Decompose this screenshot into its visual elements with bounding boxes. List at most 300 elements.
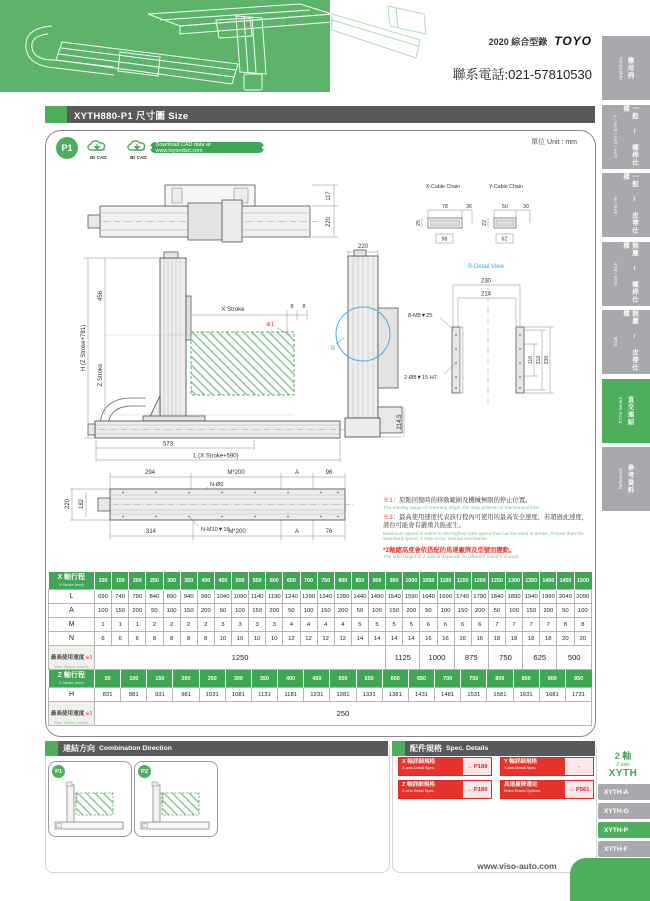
stroke-column-header: 50 [95, 670, 121, 688]
stroke-header: X 軸行程 X Stroke (mm) [49, 572, 95, 590]
dim-62: 62 [501, 236, 508, 243]
notes-block [383, 497, 594, 563]
table-cell: 200 [540, 604, 557, 618]
table-cell: 6 [454, 618, 471, 632]
table-cell: 1 [95, 618, 112, 632]
sidebar-tab[interactable] [602, 105, 650, 169]
sidebar-tab-label-zh: 應用例 [626, 56, 634, 80]
table-cell: 50 [557, 604, 574, 618]
stroke-column-header: 1350 [523, 572, 540, 590]
stroke-column-header: 450 [304, 670, 330, 688]
table-cell: 1790 [471, 590, 488, 604]
series-nav-label [598, 752, 648, 779]
top-view-drawing [88, 185, 338, 242]
row-label: N [49, 632, 95, 646]
stroke-column-header: 400 [197, 572, 214, 590]
table-cell: 7 [523, 618, 540, 632]
spec-link-zh: 馬達廠牌選定 [504, 782, 538, 788]
spec-link-title [501, 781, 565, 798]
table-cell: 1131 [251, 688, 277, 702]
table-cell: 150 [454, 604, 471, 618]
table-cell: 1490 [369, 590, 386, 604]
table-cell: 200 [403, 604, 420, 618]
spec-link-title [399, 758, 463, 775]
spec-section-bar [392, 741, 595, 756]
stroke-column-header: 1200 [471, 572, 488, 590]
dim-l-formula: L (X Stroke+590) [193, 453, 239, 460]
table-cell: 2 [197, 618, 214, 632]
table-cell: 1940 [523, 590, 540, 604]
table-cell: 3 [232, 618, 249, 632]
max-speed-value: 500 [557, 646, 592, 670]
table-cell: 940 [180, 590, 197, 604]
stroke-column-header: 1450 [557, 572, 574, 590]
note-z-height-en: The total height of Z axis is depends on different motor's brands. [383, 555, 520, 561]
dim-36: 36 [466, 204, 472, 210]
table-row [49, 604, 592, 618]
pin-hole-label: 2-Ø8▼15 H7 [404, 375, 437, 381]
unit-label: 單位 Unit : mm [531, 139, 577, 146]
brand-logo: TOYO [554, 34, 592, 48]
combination-title-zh: 連結方向 [63, 744, 95, 753]
stroke-column-header: 150 [147, 670, 173, 688]
table-cell: 1531 [461, 688, 487, 702]
table-cell: 5 [369, 618, 386, 632]
sidebar-tab[interactable] [602, 36, 650, 100]
dim-8b: 8 [302, 304, 306, 310]
stroke-column-header: 1100 [437, 572, 454, 590]
spec-link-en: Y-axis Detail Spec. [504, 764, 537, 770]
stroke-column-header: 900 [539, 670, 565, 688]
max-speed-label: 最高使用速度※3 Max. Speed (mm/s) [49, 702, 95, 726]
cad-3d-download-icon[interactable] [124, 136, 152, 154]
table-cell: 1590 [403, 590, 420, 604]
series-tab[interactable]: XYTH-P [598, 822, 650, 838]
table-cell: 100 [437, 604, 454, 618]
dim-456: 456 [98, 290, 104, 302]
spec-link[interactable] [398, 780, 492, 799]
table-cell: 150 [112, 604, 129, 618]
dim-25: 25 [416, 220, 422, 226]
combination-card [134, 761, 218, 837]
table-cell: 2 [163, 618, 180, 632]
dim-30: 30 [523, 204, 529, 210]
sidebar-tab-label-zh: 直交連結 [626, 395, 634, 426]
spec-link-en: Z-axis Detail Spec. [402, 787, 435, 793]
stroke-column-header: 200 [173, 670, 199, 688]
combination-schematic [50, 778, 128, 834]
axis-count-en: 2 axis [616, 761, 630, 768]
table-cell: 6 [95, 632, 112, 646]
stroke-column-header: 1400 [540, 572, 557, 590]
stroke-column-header: 750 [317, 572, 334, 590]
table-row [49, 590, 592, 604]
table-cell: 690 [95, 590, 112, 604]
stroke-column-header: 950 [386, 572, 403, 590]
table-cell: 1340 [317, 590, 334, 604]
spec-link-zh: Y 軸詳細規格 [504, 759, 538, 765]
stroke-column-header: 500 [232, 572, 249, 590]
dim-230-top: 230 [480, 278, 492, 285]
z-stroke-table [48, 670, 592, 726]
table-cell: 100 [506, 604, 523, 618]
dim-214-5: 214.5 [397, 414, 403, 430]
max-speed-label: 最高使用速度※3 Max. Speed (mm/s) [49, 646, 95, 670]
stroke-column-header: 600 [382, 670, 408, 688]
cad-3d-label: 3D CAD [129, 155, 147, 160]
sidebar-tab[interactable] [602, 447, 650, 511]
table-cell: 1281 [330, 688, 356, 702]
table-cell: 1290 [300, 590, 317, 604]
dim-8a: 8 [290, 304, 294, 310]
table-cell: 200 [334, 604, 351, 618]
table-cell: 1731 [565, 688, 591, 702]
table-cell: 50 [351, 604, 368, 618]
table-cell: 3 [214, 618, 231, 632]
note-z-height-zh: *Z軸總高度會依搭配的馬達廠牌及型號而變動。 [383, 547, 516, 555]
table-cell: 16 [471, 632, 488, 646]
sidebar-tab-label-zh: 參考資料 [626, 464, 634, 494]
table-cell: 7 [488, 618, 505, 632]
stroke-column-header: 550 [249, 572, 266, 590]
stroke-column-header: 300 [163, 572, 180, 590]
dim-m200-bottom: M*200 [228, 529, 246, 535]
table-cell: 200 [197, 604, 214, 618]
dim-78: 78 [442, 204, 448, 210]
b-detail-drawing [404, 264, 554, 408]
spec-link-zh: X 軸詳細規格 [402, 759, 436, 765]
spec-link-page: → P189 [463, 758, 491, 775]
table-cell: 1 [129, 618, 146, 632]
sidebar-tab-label-en: Application [617, 56, 623, 80]
combination-badge: P2 [138, 765, 151, 778]
table-cell: 18 [488, 632, 505, 646]
table-cell: 5 [351, 618, 368, 632]
p1-badge: P1 [56, 137, 78, 159]
dim-a-top: A [294, 470, 300, 476]
table-cell: 1081 [225, 688, 251, 702]
sidebar-tab[interactable] [602, 242, 650, 306]
table-cell: 100 [232, 604, 249, 618]
table-cell: 2 [146, 618, 163, 632]
row-label: A [49, 604, 95, 618]
green-accent-square [45, 741, 58, 756]
table-cell: 1740 [454, 590, 471, 604]
stroke-column-header: 600 [266, 572, 283, 590]
table-cell: 4 [317, 618, 334, 632]
table-cell: 7 [506, 618, 523, 632]
stroke-column-header: 1300 [506, 572, 523, 590]
spec-link-page: → P561 [565, 781, 593, 798]
stroke-column-header: 150 [112, 572, 129, 590]
dim-182: 182 [79, 498, 85, 510]
table-cell: 1631 [513, 688, 539, 702]
website-link[interactable]: www.viso-auto.com [477, 861, 557, 871]
table-cell: 4 [283, 618, 300, 632]
table-cell: 1090 [232, 590, 249, 604]
table-cell: 200 [266, 604, 283, 618]
table-cell: 8 [557, 618, 574, 632]
stroke-column-header: 700 [300, 572, 317, 590]
pill-dot [150, 146, 152, 149]
dim-210: 210 [536, 355, 542, 365]
series-family: XYTH [608, 768, 638, 780]
cad-download-link[interactable] [150, 142, 264, 153]
work-envelope-hatch [191, 332, 294, 395]
table-cell: 14 [369, 632, 386, 646]
table-cell: 10 [249, 632, 266, 646]
spec-link[interactable] [500, 757, 594, 776]
dim-98: 98 [441, 236, 448, 243]
table-row [49, 632, 592, 646]
table-cell: 981 [173, 688, 199, 702]
table-cell: 1440 [351, 590, 368, 604]
table-cell: 7 [540, 618, 557, 632]
spec-link[interactable] [500, 780, 594, 799]
max-speed-value: 250 [95, 702, 592, 726]
table-cell: 1031 [199, 688, 225, 702]
note-1-mark: ※1 [383, 497, 393, 504]
stroke-column-header: 800 [334, 572, 351, 590]
dim-110: 110 [528, 355, 534, 365]
table-cell: 12 [283, 632, 300, 646]
side-view-drawing [331, 244, 404, 437]
table-cell: 2090 [574, 590, 592, 604]
page-title-bar [45, 106, 595, 123]
spec-title-zh: 配件規格 [410, 744, 442, 753]
table-cell: 4 [334, 618, 351, 632]
table-row [49, 618, 592, 632]
dim-573: 573 [162, 441, 174, 448]
table-cell: 990 [197, 590, 214, 604]
stroke-column-header: 700 [435, 670, 461, 688]
note-ref-1-drawing: ※1 [265, 322, 275, 328]
sidebar-tab-label-en: GTH / GTY / ETH / Y [613, 115, 618, 158]
table-cell: 16 [454, 632, 471, 646]
stroke-column-header: 650 [283, 572, 300, 590]
row-label: L [49, 590, 95, 604]
table-cell: 1990 [540, 590, 557, 604]
b-detail-title: B-Detail View [468, 264, 504, 270]
table-cell: 6 [420, 618, 437, 632]
x-cable-chain-title: X-Cable Chain [425, 184, 461, 190]
table-cell: 50 [283, 604, 300, 618]
stroke-column-header: 1050 [420, 572, 437, 590]
table-cell: 1 [112, 618, 129, 632]
table-cell: 18 [506, 632, 523, 646]
table-cell: 18 [540, 632, 557, 646]
max-speed-row [49, 702, 592, 726]
series-tab[interactable]: XYTH-A [598, 784, 650, 800]
corner-accent [570, 858, 650, 901]
table-cell: 14 [386, 632, 403, 646]
sidebar-tab[interactable] [602, 310, 650, 374]
sidebar-tab-label-zh: 一般 / 螺桿仕樣 [622, 104, 638, 166]
stroke-column-header: 450 [214, 572, 231, 590]
spec-link[interactable] [398, 757, 492, 776]
table-cell: 16 [420, 632, 437, 646]
stroke-column-header: 900 [369, 572, 386, 590]
table-cell: 3 [249, 618, 266, 632]
stroke-column-header: 850 [351, 572, 368, 590]
dim-50: 50 [502, 204, 508, 210]
stroke-column-header: 1150 [454, 572, 471, 590]
table-cell: 100 [300, 604, 317, 618]
z-stroke-table-wrap [48, 670, 592, 726]
table-cell: 100 [95, 604, 112, 618]
table-cell: 1390 [334, 590, 351, 604]
sidebar-tab-label-en: GCH / ECH [613, 261, 618, 286]
table-cell: 14 [403, 632, 420, 646]
table-cell: 10 [214, 632, 231, 646]
table-cell: 10 [266, 632, 283, 646]
stroke-column-header: 250 [199, 670, 225, 688]
table-cell: 50 [488, 604, 505, 618]
table-cell: 1381 [382, 688, 408, 702]
stroke-column-header: 100 [121, 670, 147, 688]
dim-220-base: 220 [65, 498, 71, 510]
dim-x-stroke: X Stroke [221, 307, 245, 313]
page-title: XYTH880-P1 尺寸圖 Size [74, 110, 189, 122]
table-cell: 1140 [249, 590, 266, 604]
table-cell: 1231 [304, 688, 330, 702]
y-cable-chain-title: Y-Cable Chain [489, 184, 523, 190]
green-accent-square [392, 741, 405, 756]
note-1-zh: ：原點回復時的移動範圍及機械極限的停止位置。 [392, 497, 532, 504]
table-cell: 150 [317, 604, 334, 618]
x-stroke-table [48, 572, 592, 670]
row-label: M [49, 618, 95, 632]
combination-title-en: Combination Direction [99, 745, 172, 752]
note-3-zh: ：最高使用速度代表該行程內可使用的最高安全速度，若超過此速度，滑台可能會有嚴重共振產生。 [383, 514, 589, 530]
sidebar-tab-label-zh: 無塵 / 皮帶仕樣 [622, 310, 638, 372]
table-cell: 8 [146, 632, 163, 646]
table-cell: 831 [95, 688, 121, 702]
dim-z-stroke: Z Stroke [98, 363, 104, 387]
spec-link-en: Motor Brand Options. [504, 787, 541, 793]
note-3-en: Maximum speed is refers to the highest safe speed that can be used in stroke, if more than the strandard speed, it may occur serious resonance. [383, 531, 584, 543]
series-tab[interactable]: XYTH-F [598, 841, 650, 857]
max-speed-value: 1125 [386, 646, 420, 670]
table-cell: 50 [146, 604, 163, 618]
max-speed-value: 1000 [420, 646, 454, 670]
table-cell: 1640 [420, 590, 437, 604]
cad-download-text: Download CAD data at www.toyorobot.com [155, 141, 211, 154]
note-3-mark: ※3 [383, 514, 393, 522]
table-cell: 20 [557, 632, 574, 646]
table-cell: 50 [214, 604, 231, 618]
pill-dot [262, 146, 264, 149]
stroke-column-header: 950 [565, 670, 591, 688]
table-cell: 790 [129, 590, 146, 604]
combination-section-bar [45, 741, 388, 756]
note-1-en: The moving range of returning origin, the stop position of mechanical limit. [383, 506, 541, 512]
note-1 [383, 497, 594, 505]
table-cell: 150 [523, 604, 540, 618]
table-cell: 890 [163, 590, 180, 604]
catalog-edition [430, 34, 592, 48]
table-cell: 1431 [408, 688, 434, 702]
stroke-column-header: 1000 [403, 572, 420, 590]
spec-link-zh: Z 軸詳細規格 [402, 782, 435, 788]
dim-h-formula: H (Z Stroke+781) [81, 324, 87, 372]
dim-96: 96 [325, 470, 333, 476]
table-cell: 150 [386, 604, 403, 618]
table-cell: 8 [574, 618, 592, 632]
table-cell: 1481 [435, 688, 461, 702]
stroke-column-header: 350 [180, 572, 197, 590]
table-cell: 5 [403, 618, 420, 632]
series-tab[interactable]: XYTH-G [598, 803, 650, 819]
sidebar-tab-label-en: ECB [613, 337, 618, 347]
table-cell: 150 [180, 604, 197, 618]
contact-phone: 聯系電話:021-57810530 [452, 67, 592, 82]
table-cell: 840 [146, 590, 163, 604]
cable-chain-details [416, 184, 530, 243]
stroke-column-header: 200 [129, 572, 146, 590]
table-cell: 3 [266, 618, 283, 632]
table-cell: 881 [121, 688, 147, 702]
sidebar-tab[interactable] [602, 379, 650, 443]
cad-2d-download-icon[interactable] [84, 136, 112, 154]
table-cell: 740 [112, 590, 129, 604]
table-row [49, 688, 592, 702]
stroke-column-header: 100 [95, 572, 112, 590]
sidebar-tab-label-en: Reference [617, 468, 623, 490]
cad-2d-label: 2D CAD [89, 155, 107, 160]
table-cell: 1190 [266, 590, 283, 604]
table-cell: 4 [300, 618, 317, 632]
catalog-edition-label: 2020 綜合型錄 [488, 37, 548, 47]
dim-214: 214 [480, 291, 492, 298]
axis-count-zh: 2 軸 [614, 751, 632, 761]
table-cell: 1240 [283, 590, 300, 604]
dim-220-sideview: 220 [357, 244, 369, 250]
table-cell: 100 [163, 604, 180, 618]
green-accent-square [45, 106, 67, 123]
table-cell: 1040 [214, 590, 231, 604]
note-3 [383, 514, 594, 530]
sidebar-tab[interactable] [602, 173, 650, 237]
table-header-row [49, 572, 592, 590]
stroke-column-header: 550 [356, 670, 382, 688]
table-cell: 150 [249, 604, 266, 618]
sidebar-tab-label-en: ETB / M [613, 196, 618, 214]
stroke-column-header: 800 [487, 670, 513, 688]
stroke-column-header: 300 [225, 670, 251, 688]
spec-title-en: Spec. Details [446, 745, 489, 752]
table-cell: 8 [180, 632, 197, 646]
spec-link-title [501, 758, 565, 775]
combination-badge: P1 [52, 765, 65, 778]
table-cell: 1840 [488, 590, 505, 604]
dim-a-bottom: A [294, 529, 300, 535]
tap-label: 8-M8▼25 [408, 313, 433, 319]
dim-314: 314 [145, 529, 157, 535]
sidebar-tab-label-en: XYTH Series [617, 397, 623, 424]
table-cell: 931 [147, 688, 173, 702]
table-cell: 1581 [487, 688, 513, 702]
table-cell: 10 [232, 632, 249, 646]
spec-link-title [399, 781, 463, 798]
sidebar-tab-label-zh: 無塵 / 螺桿仕樣 [622, 241, 638, 303]
stroke-column-header: 850 [513, 670, 539, 688]
spec-link-page: → P189 [463, 781, 491, 798]
stroke-column-header: 1250 [488, 572, 505, 590]
table-header-row [49, 670, 592, 688]
table-cell: 8 [163, 632, 180, 646]
table-cell: 200 [471, 604, 488, 618]
